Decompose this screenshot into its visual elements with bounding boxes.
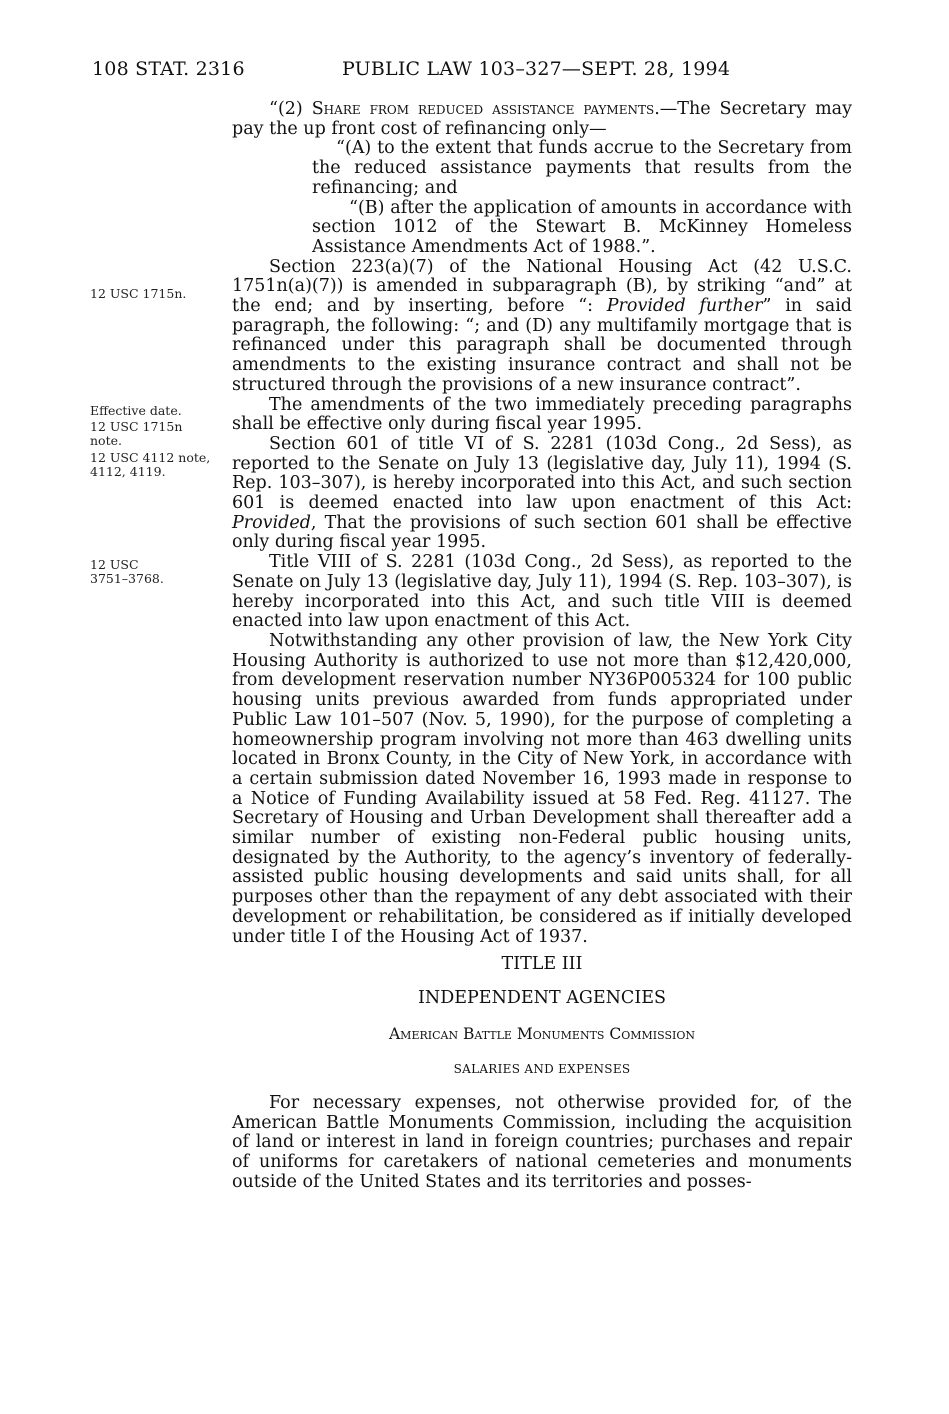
item-b-paragraph: “(B) after the application of amounts in accordance with section 1012 of the Stewart B. McKinney Homeless Assistance Amendments Act of 1988.”. (312, 197, 852, 257)
amendments-paragraph: The amendments of the two immediately preceding paragraphs shall be effective only during fiscal year 1995. (232, 394, 852, 435)
title-viii-paragraph: Title VIII of S. 2281 (103d Cong., 2d Sess), as reported to the Senate on July 13 (legislative day, July 11), 1994 (S. Rep. 103–307), is hereby incorporated into this Act, and such title VIII is deemed enacted into law upon enactment of this Act. (232, 552, 852, 632)
item-a-paragraph: “(A) to the extent that funds accrue to the Secretary from the reduced assistance payments that results from the refinancing; and (312, 138, 852, 198)
share-paragraph (232, 100, 852, 139)
public-law-heading: PUBLIC LAW 103–327—SEPT. 28, 1994 (342, 58, 731, 80)
section-223-paragraph (232, 258, 852, 396)
independent-agencies-heading: INDEPENDENT AGENCIES (417, 987, 667, 1008)
expenses-paragraph: For necessary expenses, not otherwise provided for, of the American Battle Monuments Commission, including the acquisition of land or interest in land in foreign countries; purchases and repair of uniforms for caretakers of national cemeteries and monuments outside of the United States and its territories and posses- (232, 1093, 852, 1192)
section-223-italic: Provided further (606, 296, 763, 317)
salaries-expenses-heading: SALARIES AND EXPENSES (453, 1062, 631, 1077)
margin-note-usc-1715n: 12 USC 1715n. (90, 286, 187, 301)
body-text (232, 100, 852, 1193)
title-iii-heading: TITLE III (501, 954, 583, 975)
margin-note-usc-1715n-note: 12 USC 1715n note. (90, 419, 183, 448)
section-601-paragraph (232, 435, 852, 553)
share-text: —The Secretary may pay the up front cost of refinancing only— (232, 99, 852, 139)
share-heading: “(2) Share from reduced assistance payments. (269, 99, 660, 119)
section-601-italic: Provided (232, 512, 311, 533)
statute-page-reference: 108 STAT. 2316 (92, 58, 245, 80)
commission-heading: American Battle Monuments Commission (388, 1024, 696, 1043)
section-601-text-b: , That the provisions of such section 601 shall be effective only during fiscal year 1995. (232, 512, 852, 553)
section-223-text-b: ” in said paragraph, the following: “; and (D) any multifamily mortgage that is refinanced under this paragraph shall be documented through amendments to the existing insurance contract and shall not be structured through the provisions of a new insurance contract”. (232, 296, 853, 395)
margin-note-usc-4112: 12 USC 4112 note, 4112, 4119. (90, 450, 211, 479)
section-223-text-a: Section 223(a)(7) of the National Housing Act (42 U.S.C. 1751n(a)(7)) is amended in subparagraph (B), by striking “and” at the end; and by inserting, before “: (232, 256, 852, 317)
nycha-paragraph: Notwithstanding any other provision of law, the New York City Housing Authority is authorized to use not more than $12,420,000, from development reservation number NY36P005324 for 100 public housing units previous awarded from funds appropriated under Public Law 101–507 (Nov. 5, 1990), for the purpose of completing a homeownership program involving not more than 463 dwelling units located in Bronx County, in the City of New York, in accordance with a certain submission dated November 16, 1993 made in response to a Notice of Funding Availability issued at 58 Fed. Reg. 41127. The Secretary of Housing and Urban Development shall thereafter add a similar number of existing non-Federal public housing units, designated by the Authority, to the agency’s inventory of federally-assisted public housing developments and said units shall, for all purposes other than the repayment of any debt associated with their development or rehabilitation, be considered as if initially developed under title I of the Housing Act of 1937. (232, 630, 852, 947)
margin-note-effective-date: Effective date. (90, 403, 182, 418)
section-601-text-a: Section 601 of title VI of S. 2281 (103d Cong., 2d Sess), as reported to the Senate on July 13 (legislative day, July 11), 1994 (S. Rep. 103–307), is hereby incorporated into this Act, and such section 601 is deemed enacted into law upon enactment of this Act: (232, 433, 852, 514)
margin-note-usc-3751: 12 USC 3751–3768. (90, 557, 164, 586)
